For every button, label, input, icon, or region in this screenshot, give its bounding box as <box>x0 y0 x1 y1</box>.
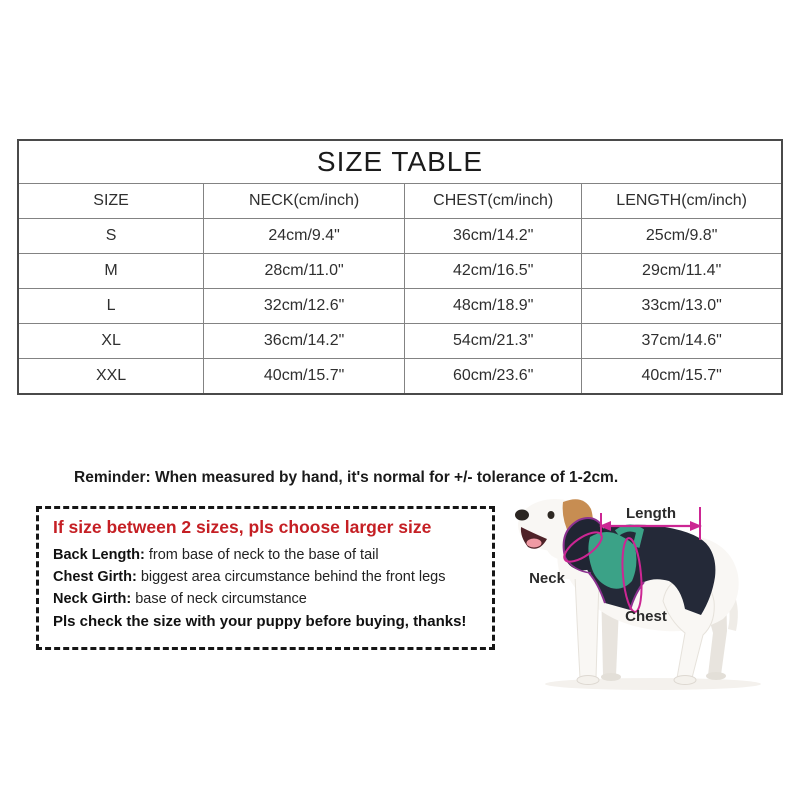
dog-tongue <box>527 539 542 548</box>
chest-cell: 36cm/14.2" <box>405 219 582 254</box>
dog-near-front-paw <box>577 676 599 685</box>
table-row-xl <box>18 324 782 359</box>
neck-cell: 36cm/14.2" <box>204 324 405 359</box>
dog-near-hind-paw <box>674 676 696 685</box>
length-cell: 25cm/9.8" <box>582 219 782 254</box>
sizing-notice-box <box>36 506 495 650</box>
column-header-size: SIZE <box>18 184 204 219</box>
chest-cell: 42cm/16.5" <box>405 254 582 289</box>
chest-cell: 60cm/23.6" <box>405 359 582 395</box>
chest-cell: 48cm/18.9" <box>405 289 582 324</box>
size-cell: XL <box>18 324 204 359</box>
table-header-row <box>18 184 782 219</box>
dog-nose <box>515 510 529 521</box>
dog-illustration <box>495 483 795 738</box>
length-cell: 29cm/11.4" <box>582 254 782 289</box>
definition-neck-girth <box>53 591 484 607</box>
notice-headline: If size between 2 sizes, pls choose larger size <box>53 517 432 537</box>
neck-cell: 32cm/12.6" <box>204 289 405 324</box>
chest-label: Chest <box>625 608 667 625</box>
table-title: SIZE TABLE <box>18 140 782 184</box>
neck-label: Neck <box>529 570 565 587</box>
definition-term: Chest Girth: <box>53 569 137 585</box>
column-header-neck: NECK(cm/inch) <box>204 184 405 219</box>
table-row-l <box>18 289 782 324</box>
neck-cell: 40cm/15.7" <box>204 359 405 395</box>
size-table <box>17 139 783 395</box>
neck-cell: 24cm/9.4" <box>204 219 405 254</box>
chest-cell: 54cm/21.3" <box>405 324 582 359</box>
size-cell: S <box>18 219 204 254</box>
size-cell: XXL <box>18 359 204 395</box>
tolerance-reminder-text: Reminder: When measured by hand, it's normal for +/- tolerance of 1-2cm. <box>74 469 619 486</box>
length-cell: 37cm/14.6" <box>582 324 782 359</box>
definition-desc: base of neck circumstance <box>135 591 307 607</box>
definition-desc: from base of neck to the base of tail <box>148 547 379 563</box>
table-title-row <box>18 140 782 184</box>
neck-cell: 28cm/11.0" <box>204 254 405 289</box>
size-cell: M <box>18 254 204 289</box>
dog-eye <box>548 511 555 519</box>
dog-far-front-paw <box>601 673 621 681</box>
column-header-chest: CHEST(cm/inch) <box>405 184 582 219</box>
column-header-length: LENGTH(cm/inch) <box>582 184 782 219</box>
definition-chest-girth <box>53 569 484 585</box>
length-cell: 33cm/13.0" <box>582 289 782 324</box>
table-row-s <box>18 219 782 254</box>
length-label: Length <box>626 505 676 522</box>
table-row-m <box>18 254 782 289</box>
dog-near-front-leg <box>575 575 599 678</box>
definition-term: Neck Girth: <box>53 591 132 607</box>
definition-desc: biggest area circumstance behind the front legs <box>140 569 446 585</box>
table-row-xxl <box>18 359 782 395</box>
definition-back-length <box>53 547 484 563</box>
definition-term: Back Length: <box>53 547 145 563</box>
dog-measurement-diagram <box>495 483 795 738</box>
notice-footer: Pls check the size with your puppy before buying, thanks! <box>53 613 467 630</box>
length-cell: 40cm/15.7" <box>582 359 782 395</box>
size-cell: L <box>18 289 204 324</box>
dog-far-hind-paw <box>706 672 726 680</box>
